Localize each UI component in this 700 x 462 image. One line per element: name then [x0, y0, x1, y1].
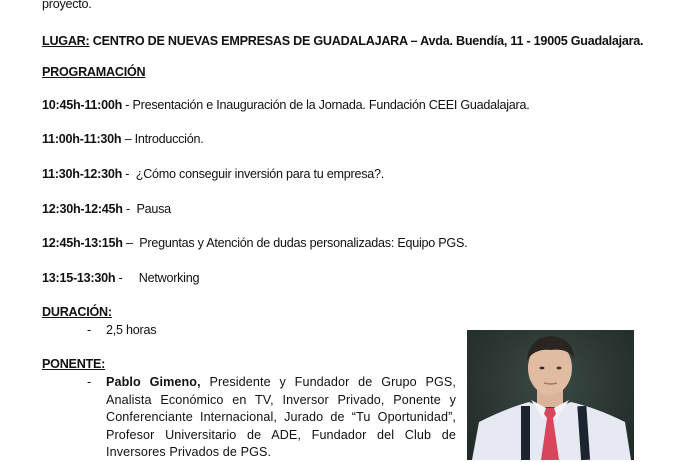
- schedule-time: 12:45h-13:15h: [42, 236, 123, 250]
- schedule-separator: -: [122, 98, 133, 112]
- schedule-separator: -: [115, 271, 139, 285]
- schedule-time: 11:30h-12:30h: [42, 167, 123, 181]
- duracion-value: 2,5 horas: [106, 323, 157, 337]
- schedule-time: 12:30h-12:45h: [42, 202, 123, 216]
- schedule-separator: –: [122, 236, 140, 250]
- schedule-time: 10:45h-11:00h: [42, 98, 123, 112]
- speaker-photo: [467, 330, 634, 460]
- programacion-heading: PROGRAMACIÓN: [42, 65, 146, 79]
- schedule-separator: -: [122, 202, 137, 216]
- duracion-heading: DURACIÓN:: [42, 305, 112, 319]
- ponente-bullet: -: [87, 375, 92, 389]
- schedule-item: [42, 132, 203, 146]
- lugar-value: CENTRO DE NUEVAS EMPRESAS DE GUADALAJARA – Avda. Buendía, 11 - 19005 Guadalajara.: [89, 34, 644, 48]
- schedule-separator: -: [122, 167, 136, 181]
- ponente-bio: [106, 374, 456, 462]
- schedule-item: [42, 202, 171, 216]
- schedule-item: [42, 271, 199, 285]
- schedule-item: [42, 236, 467, 250]
- ponente-name: Pablo Gimeno,: [106, 375, 201, 389]
- intro-tail-text: proyecto.: [42, 0, 92, 11]
- ponente-description: Presidente y Fundador de Grupo PGS, Analista Económico en TV, Inversor Privado, Ponente y Conferenciante Internacional, Jurado de “Tu Oportunidad”, Profesor Universitario de ADE, Fundador del Club de Inversores Privados de PGS.: [106, 375, 456, 459]
- schedule-separator: –: [121, 132, 135, 146]
- speaker-portrait-icon: [467, 330, 634, 460]
- duracion-bullet: -: [87, 323, 92, 337]
- schedule-text: Presentación e Inauguración de la Jornada. Fundación CEEI Guadalajara.: [132, 98, 530, 112]
- schedule-time: 13:15-13:30h: [42, 271, 116, 285]
- schedule-text: ¿Cómo conseguir inversión para tu empresa?.: [135, 167, 385, 181]
- schedule-text: Networking: [138, 271, 200, 285]
- schedule-time: 11:00h-11:30h: [42, 132, 122, 146]
- lugar-label: LUGAR:: [42, 34, 90, 48]
- lugar-line: [42, 34, 643, 48]
- schedule-item: [42, 167, 384, 181]
- schedule-text: Pausa: [136, 202, 171, 216]
- ponente-heading: PONENTE:: [42, 357, 106, 371]
- schedule-text: Introducción.: [134, 132, 204, 146]
- schedule-item: [42, 98, 529, 112]
- schedule-text: Preguntas y Atención de dudas personalizadas: Equipo PGS.: [139, 236, 468, 250]
